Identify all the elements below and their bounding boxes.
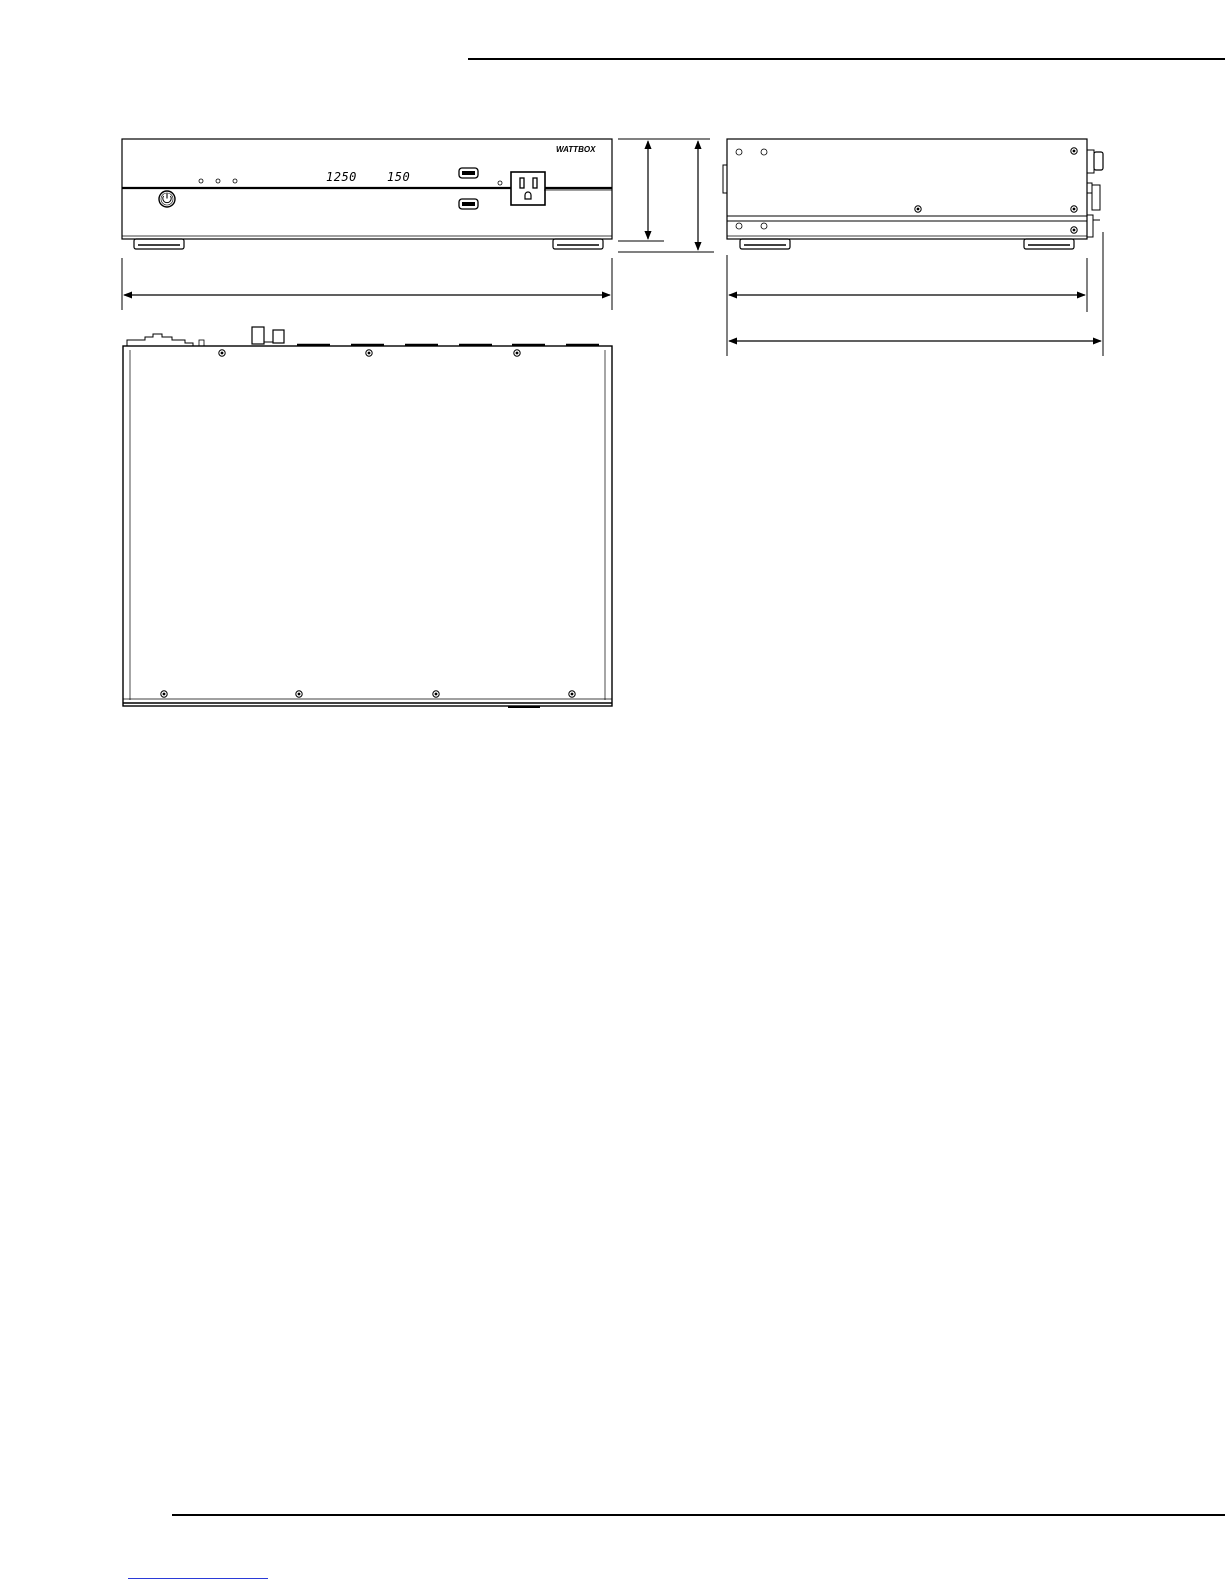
screw-icon [1071, 148, 1077, 154]
power-icon[interactable] [159, 191, 175, 207]
led-indicator-icon [199, 179, 203, 183]
usb-port-icon [459, 168, 478, 178]
top-chassis [123, 346, 612, 706]
screw-icon [569, 691, 575, 697]
side-view [723, 139, 1103, 356]
brand-logo: WATTBOX [556, 145, 596, 154]
front-view [122, 139, 714, 310]
screw-icon [219, 350, 225, 356]
screw-icon [366, 350, 372, 356]
screw-icon [1071, 227, 1077, 233]
screw-icon [1071, 206, 1077, 212]
screw-icon [161, 691, 167, 697]
led-indicator-icon [233, 179, 237, 183]
ac-outlet-icon [511, 172, 545, 205]
footer-link-underline[interactable] [128, 1566, 268, 1579]
led-indicator-icon [216, 179, 220, 183]
screw-icon [296, 691, 302, 697]
height-dimension [618, 139, 714, 252]
top-view [123, 327, 612, 707]
front-feet [134, 239, 603, 249]
dimension-arrow-icon [727, 232, 1103, 356]
display-left: 1250 [326, 170, 357, 184]
rear-connectors [1087, 150, 1103, 237]
dimension-arrow-icon [122, 258, 612, 310]
display-right: 150 [387, 170, 411, 184]
screw-icon [514, 350, 520, 356]
rear-panel-profile [127, 327, 599, 346]
usb-port-icon [459, 199, 478, 209]
side-chassis [727, 139, 1087, 239]
screw-icon [433, 691, 439, 697]
screw-icon [915, 206, 921, 212]
